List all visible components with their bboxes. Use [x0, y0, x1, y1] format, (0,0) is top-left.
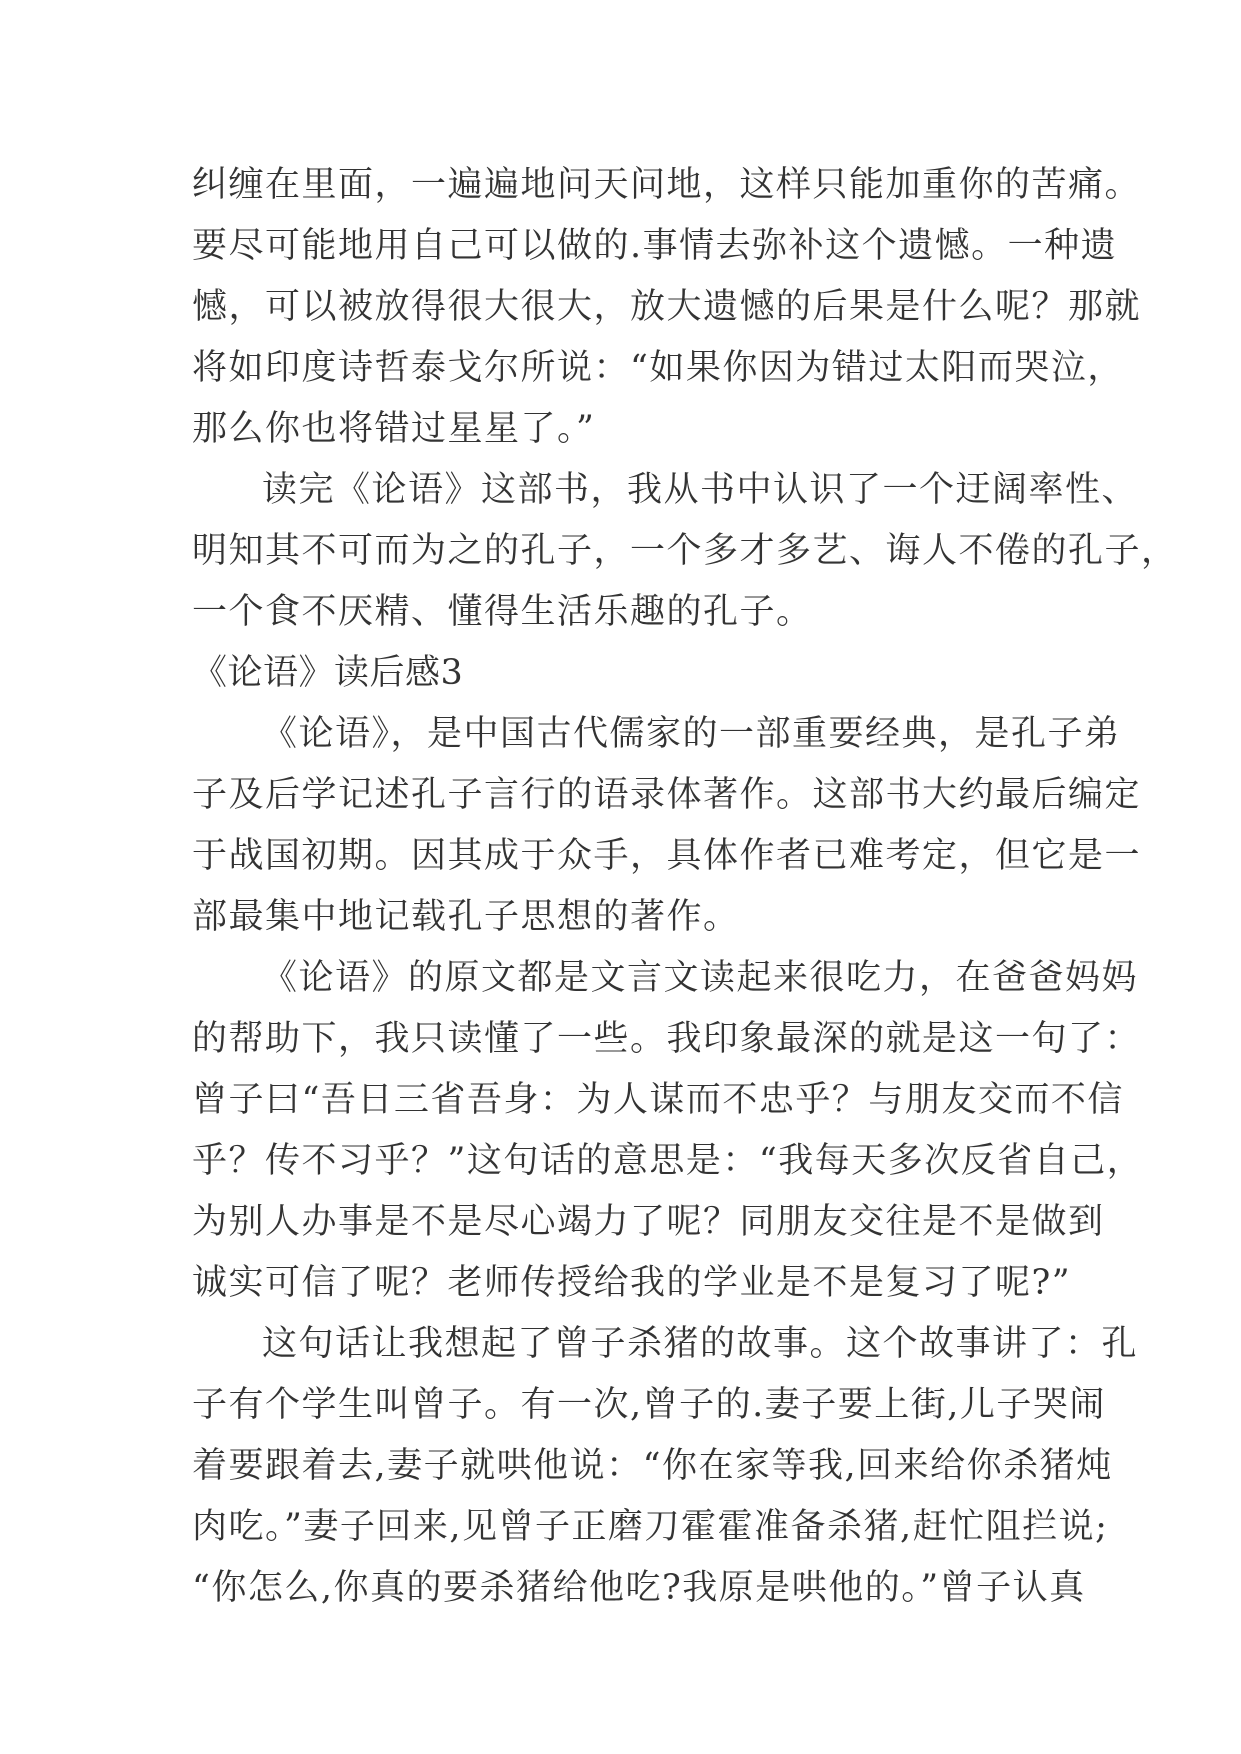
text-line: 《论语》的原文都是文言文读起来很吃力，在爸爸妈妈: [262, 958, 1139, 998]
text-line: “你怎么,你真的要杀猪给他吃?我原是哄他的。”曾子认真: [192, 1568, 1086, 1608]
heading-text: 《论语》读后感3: [192, 653, 464, 693]
text-line: 纠缠在里面，一遍遍地问天问地，这样只能加重你的苦痛。: [192, 165, 1142, 205]
text-line: 的帮助下，我只读懂了一些。我印象最深的就是这一句了：: [192, 1019, 1142, 1059]
text-line: 那么你也将错过星星了。”: [192, 409, 596, 449]
paragraph: [192, 948, 1144, 1314]
text-line: 憾，可以被放得很大很大，放大遗憾的后果是什么呢？那就: [192, 287, 1142, 327]
text-line: 要尽可能地用自己可以做的.事情去弥补这个遗憾。一种遗: [192, 226, 1118, 266]
text-line: 于战国初期。因其成于众手，具体作者已难考定，但它是一: [192, 836, 1142, 876]
text-line: 曾子曰“吾日三省吾身：为人谋而不忠乎？与朋友交而不信: [192, 1080, 1124, 1120]
text-line: 着要跟着去,妻子就哄他说：“你在家等我,回来给你杀猪炖: [192, 1446, 1113, 1486]
text-line: 《论语》，是中国古代儒家的一部重要经典，是孔子弟: [262, 714, 1121, 754]
text-line: 为别人办事是不是尽心竭力了呢？同朋友交往是不是做到: [192, 1202, 1105, 1242]
text-line: 子有个学生叫曾子。有一次,曾子的.妻子要上街,儿子哭闹: [192, 1385, 1106, 1425]
text-line: 将如印度诗哲泰戈尔所说：“如果你因为错过太阳而哭泣，: [192, 348, 1124, 388]
text-line: 这句话让我想起了曾子杀猪的故事。这个故事讲了：孔: [262, 1324, 1139, 1364]
text-line: 明知其不可而为之的孔子，一个多才多艺、诲人不倦的孔子，: [192, 531, 1178, 571]
body-text: [192, 155, 1178, 1619]
paragraph: [192, 155, 1142, 460]
paragraph: [192, 1314, 1139, 1619]
text-line: 读完《论语》这部书，我从书中认识了一个迂阔率性、: [262, 470, 1139, 510]
text-line: 子及后学记述孔子言行的语录体著作。这部书大约最后编定: [192, 775, 1142, 815]
paragraph: [192, 704, 1142, 948]
text-line: 一个食不厌精、懂得生活乐趣的孔子。: [192, 592, 813, 632]
section-heading: [192, 643, 1062, 704]
text-line: 肉吃。”妻子回来,见曾子正磨刀霍霍准备杀猪,赶忙阻拦说;: [192, 1507, 1109, 1547]
paragraph: [192, 460, 1178, 643]
text-line: 诚实可信了呢？老师传授给我的学业是不是复习了呢?”: [192, 1263, 1072, 1303]
text-line: 乎？传不习乎？”这句话的意思是：“我每天多次反省自己，: [192, 1141, 1144, 1181]
text-line: 部最集中地记载孔子思想的著作。: [192, 897, 740, 937]
